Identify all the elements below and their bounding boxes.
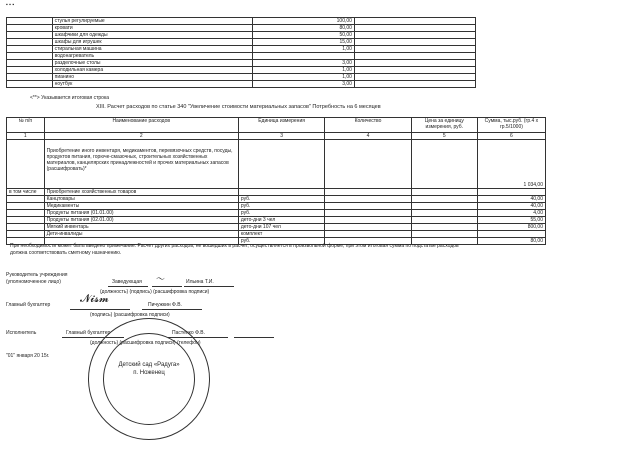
header-unit: Единица измерения: [238, 118, 324, 133]
cell-qty: [325, 210, 411, 217]
top-table-row: [7, 67, 476, 74]
top-table-row: [7, 25, 476, 32]
top-value-cell: 3,00: [252, 60, 354, 67]
top-table-row: [7, 81, 476, 88]
cell-num: [7, 196, 45, 203]
top-empty-cell: [354, 25, 475, 32]
executor-name: Пастенко Ф.В.: [172, 330, 205, 336]
cell-sum: 55,00: [477, 217, 545, 224]
top-table-row: [7, 46, 476, 53]
header-mark: ▪ ▪ ▪: [6, 2, 15, 8]
accountant-name: Пичужкин Ф.В.: [148, 302, 182, 308]
top-name-cell: шкафы для игрушек: [52, 39, 252, 46]
top-blank-cell: [7, 60, 53, 67]
top-value-cell: 15,00: [252, 39, 354, 46]
accountant-name-line: [142, 309, 202, 310]
top-name-cell: разделочные столы: [52, 60, 252, 67]
top-blank-cell: [7, 46, 53, 53]
table-row: [7, 224, 546, 231]
date: "01" января 20 15г.: [6, 353, 50, 359]
top-empty-cell: [354, 18, 475, 25]
top-value-cell: 50,00: [252, 32, 354, 39]
main-table-desc-row: [7, 140, 546, 189]
header-qty: Количество: [325, 118, 411, 133]
top-value-cell: [252, 53, 354, 60]
main-table: [6, 117, 546, 245]
cell-qty: [325, 224, 411, 231]
top-value-cell: 80,00: [252, 25, 354, 32]
cell-price: [411, 196, 477, 203]
cell-sum: 80,00: [477, 238, 545, 245]
cell-qty: [325, 231, 411, 238]
cell-unit: [238, 189, 324, 196]
head-name-line: [184, 286, 234, 287]
cell-qty: [325, 189, 411, 196]
cell-sum: 800,00: [477, 224, 545, 231]
head-signature: 〜: [156, 274, 166, 284]
top-table: [6, 17, 476, 88]
head-sub: (уполномоченное лицо): [6, 279, 61, 285]
top-table-row: [7, 32, 476, 39]
cell-num: [7, 203, 45, 210]
top-name-cell: шкафчики для одежды: [52, 32, 252, 39]
desc-total: 1 034,00: [477, 140, 545, 189]
top-name-cell: стиральная машина: [52, 46, 252, 53]
cell-unit: руб.: [238, 196, 324, 203]
desc-text: Приобретение иного инвентаря, медикаментов, перевязочных средств, посуды, продуктов питания, горюче-смазочных, строительных хозяйственных материалов, канцелярских принадлежностей и прочих материальных запасов (расшифровать)*: [44, 140, 238, 189]
main-table-colnum-row: [7, 133, 546, 140]
top-empty-cell: [354, 46, 475, 53]
cell-name: Мягкий инвентарь: [44, 224, 238, 231]
cell-qty: [325, 196, 411, 203]
main-table-header-row: [7, 118, 546, 133]
table-row: [7, 210, 546, 217]
top-table-row: [7, 53, 476, 60]
top-name-cell: кровати: [52, 25, 252, 32]
colnum: 4: [325, 133, 411, 140]
cell-price: [411, 210, 477, 217]
table-row: [7, 231, 546, 238]
top-value-cell: 1,00: [252, 67, 354, 74]
cell-qty: [325, 203, 411, 210]
top-table-row: [7, 39, 476, 46]
top-value-cell: 100,00: [252, 18, 354, 25]
cell-unit: руб.: [238, 203, 324, 210]
colnum: 3: [238, 133, 324, 140]
desc-price: [411, 140, 477, 189]
note: При необходимости может быть введено примечание. Расчет других расходов, не вошедших в расчет, осуществляется в произвольной форме, при этом итоговая сумма по подстатье расходов должна соответствовать сметному назначению.: [10, 243, 459, 256]
cell-unit: дето-дни 107 чел: [238, 224, 324, 231]
top-blank-cell: [7, 67, 53, 74]
top-empty-cell: [354, 81, 475, 88]
top-blank-cell: [7, 81, 53, 88]
top-empty-cell: [354, 67, 475, 74]
desc-unit: [238, 140, 324, 189]
table-row: [7, 203, 546, 210]
cell-unit: комплект: [238, 231, 324, 238]
cell-name: Дети-инвалиды: [44, 231, 238, 238]
top-value-cell: 1,00: [252, 74, 354, 81]
top-table-row: [7, 74, 476, 81]
table-row: [7, 196, 546, 203]
colnum: 5: [411, 133, 477, 140]
colnum: 2: [44, 133, 238, 140]
top-blank-cell: [7, 39, 53, 46]
top-blank-cell: [7, 74, 53, 81]
top-value-cell: 1,00: [252, 46, 354, 53]
executor-label: Исполнитель: [6, 330, 37, 336]
accountant-label: Главный бухгалтер: [6, 302, 51, 308]
executor-phone-line: [234, 337, 274, 338]
cell-num: [7, 217, 45, 224]
cell-qty: [325, 217, 411, 224]
header-price: Цена за единицу измерения, руб.: [411, 118, 477, 133]
head-caption: (должность) (подпись) (расшифровка подписи): [100, 289, 210, 295]
section-title: XIII. Расчет расходов по статье 340 "Увеличение стоимости материальных запасов" Потребность на 6 месяцев: [96, 104, 381, 110]
head-name: Ильина Т.И.: [186, 279, 214, 285]
header-num: № п/п: [7, 118, 45, 133]
head-label: Руководитель учреждения: [6, 272, 68, 278]
header-sum: Сумма, тыс.руб. (гр.4 х гр.5/1000): [477, 118, 545, 133]
top-blank-cell: [7, 25, 53, 32]
executor-position: Главный бухгалтер: [66, 330, 111, 336]
desc-qty: [325, 140, 411, 189]
colnum: 6: [477, 133, 545, 140]
header-name: Наименование расходов: [44, 118, 238, 133]
cell-name: Продукты питания (01.01.00): [44, 210, 238, 217]
cell-price: [411, 217, 477, 224]
head-position: Заведующая: [112, 279, 142, 285]
top-name-cell: ноутбук: [52, 81, 252, 88]
top-name-cell: пианино: [52, 74, 252, 81]
top-empty-cell: [354, 39, 475, 46]
cell-num: [7, 210, 45, 217]
cell-price: [411, 189, 477, 196]
top-blank-cell: [7, 18, 53, 25]
cell-sum: [477, 231, 545, 238]
cell-sum: [477, 189, 545, 196]
top-table-row: [7, 18, 476, 25]
cell-price: [411, 231, 477, 238]
cell-num: [7, 224, 45, 231]
top-name-cell: стулья регулируемые: [52, 18, 252, 25]
head-sign-line: [152, 286, 182, 287]
accountant-caption: (подпись) (расшифровка подписи): [90, 312, 170, 318]
stamp-text: Детский сад «Радуга» п. Ноженец: [118, 362, 180, 376]
head-position-line: [108, 286, 148, 287]
cell-name: Канцтовары: [44, 196, 238, 203]
top-blank-cell: [7, 53, 53, 60]
footnote: <**> Указывается итоговая строка: [30, 95, 110, 101]
cell-num: [7, 231, 45, 238]
top-empty-cell: [354, 74, 475, 81]
top-empty-cell: [354, 60, 475, 67]
top-table-row: [7, 60, 476, 67]
top-empty-cell: [354, 53, 475, 60]
cell-price: [411, 224, 477, 231]
cell-name: Медикаменты: [44, 203, 238, 210]
cell-sum: 4,00: [477, 210, 545, 217]
accountant-signature: 𝓝𝓲𝓼𝓶: [80, 293, 109, 305]
stamp-inner-ring: [103, 333, 195, 425]
table-row: [7, 217, 546, 224]
cell-sum: 40,00: [477, 203, 545, 210]
accountant-sign-line: [70, 309, 130, 310]
top-value-cell: 3,00: [252, 81, 354, 88]
desc-num: [7, 140, 45, 189]
top-blank-cell: [7, 32, 53, 39]
cell-num: в том числе: [7, 189, 45, 196]
cell-price: [411, 203, 477, 210]
organization-stamp: [88, 318, 210, 440]
top-name-cell: водонагреватель: [52, 53, 252, 60]
cell-unit: дето-дни 3 чел: [238, 217, 324, 224]
top-name-cell: холодильная камера: [52, 67, 252, 74]
cell-name: Продукты питания (02.01.00): [44, 217, 238, 224]
cell-unit: руб.: [238, 238, 324, 245]
cell-unit: руб.: [238, 210, 324, 217]
cell-name: Приобретение хозяйственных товаров: [44, 189, 238, 196]
table-row: [7, 189, 546, 196]
colnum: 1: [7, 133, 45, 140]
top-empty-cell: [354, 32, 475, 39]
executor-caption: (должность) (расшифровка подписи) (телефон): [90, 340, 201, 346]
cell-sum: 40,00: [477, 196, 545, 203]
